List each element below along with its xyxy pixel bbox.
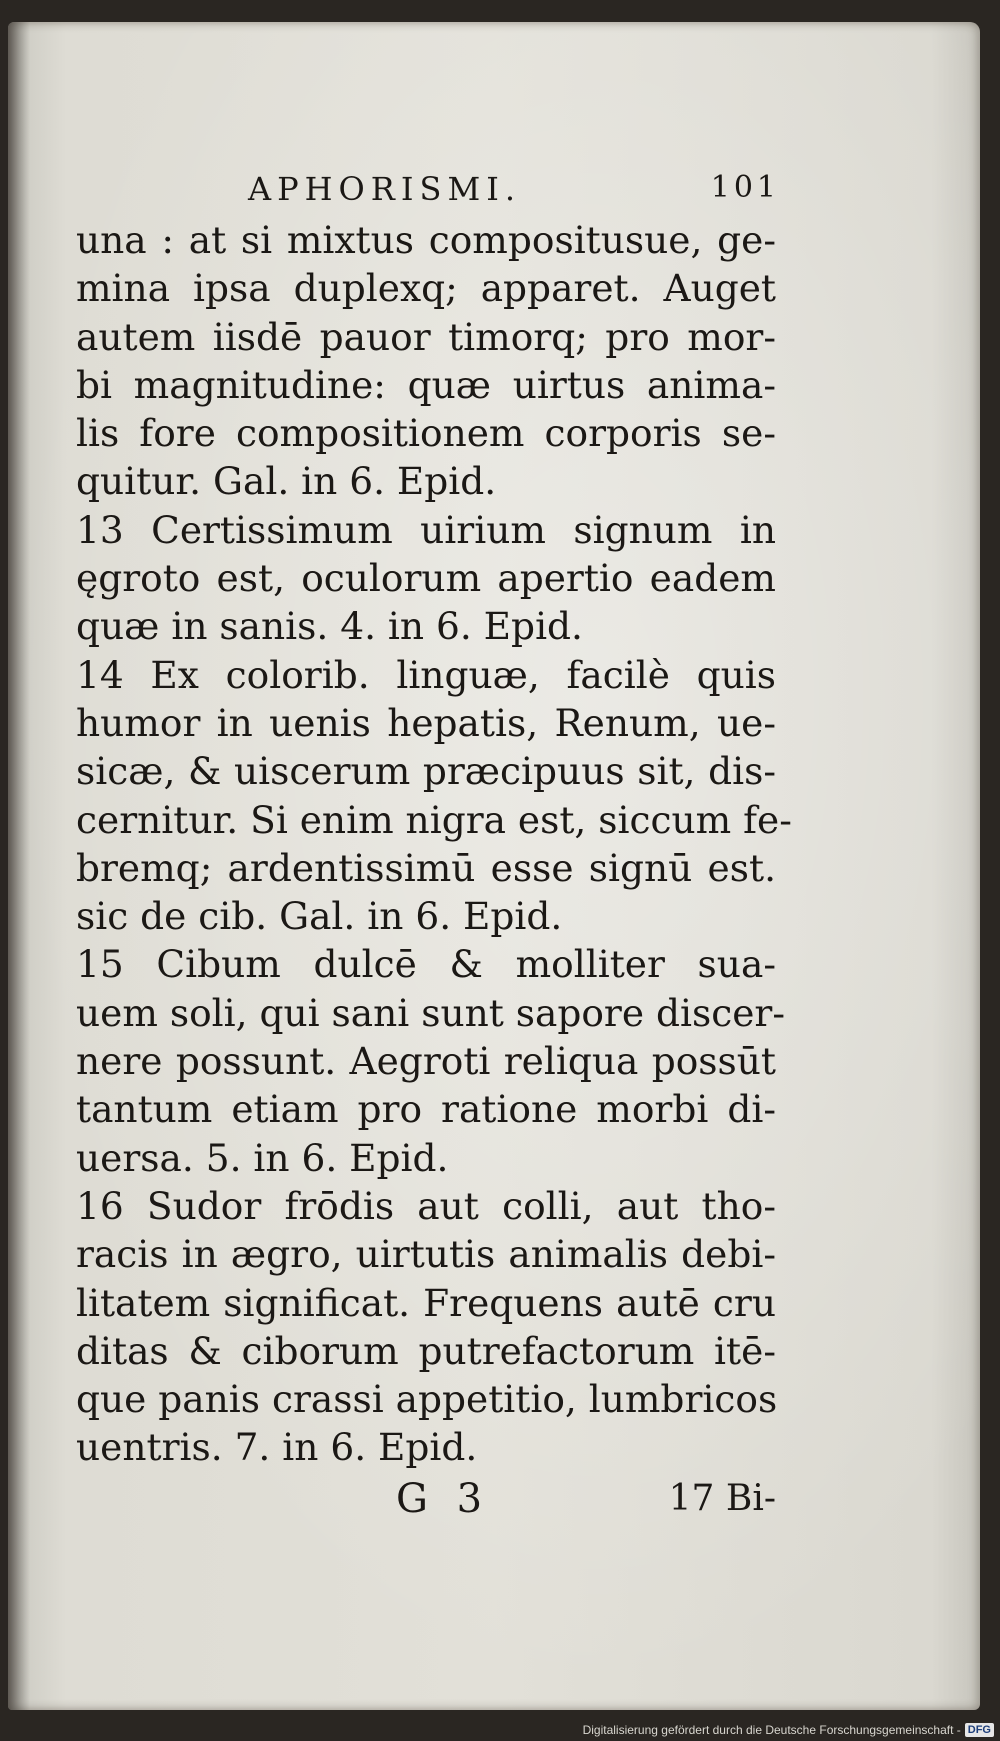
text-line: nere possunt. Aegroti reliqua possūt	[76, 1039, 776, 1084]
text-line: racis in ægro, uirtutis animalis debi-	[76, 1232, 776, 1277]
text-line: uersa. 5. in 6. Epid.	[76, 1135, 449, 1180]
text-line: 16 Sudor frōdis aut colli, aut tho-	[76, 1183, 776, 1228]
running-head	[76, 160, 780, 216]
text-line: litatem significat. Frequens autē cru	[76, 1280, 776, 1325]
text-line: una : at si mixtus compositusue, ge-	[76, 218, 776, 262]
text-line: ęgroto est, oculorum apertio eadem	[76, 556, 776, 601]
text-line: bi magnitudine: quæ uirtus anima-	[76, 362, 776, 407]
dfg-logo: DFG	[965, 1723, 994, 1737]
page-footer	[76, 1472, 776, 1532]
text-line: cernitur. Si enim nigra est, siccum fe-	[76, 797, 792, 842]
text-line: 15 Cibum dulcē & molliter sua-	[76, 942, 776, 987]
text-line: quitur. Gal. in 6. Epid.	[76, 459, 497, 504]
text-line: ditas & ciborum putrefactorum itē-	[76, 1328, 776, 1373]
gutter-shadow	[8, 22, 30, 1710]
text-line: uem soli, qui sani sunt sapore discer-	[76, 990, 786, 1035]
text-line: tantum etiam pro ratione morbi di-	[76, 1087, 776, 1132]
text-line: mina ipsa duplexq; apparet. Auget	[76, 266, 776, 311]
folio-number: 101	[710, 170, 780, 205]
text-line: bremq; ardentissimū esse signū est.	[76, 845, 776, 890]
dfg-credit-text: Digitalisierung gefördert durch die Deutsche Forschungsgemeinschaft -	[582, 1723, 961, 1737]
catchword: 17 Bi-	[668, 1477, 776, 1519]
text-line: autem iisdē pauor timorq; pro mor-	[76, 314, 776, 359]
text-line: que panis crassi appetitio, lumbricos	[76, 1377, 778, 1422]
book-page	[8, 22, 980, 1710]
text-line: sic de cib. Gal. in 6. Epid.	[76, 894, 563, 939]
running-title: APHORISMI.	[248, 170, 522, 208]
signature-mark: G 3	[396, 1475, 491, 1522]
text-line: 14 Ex colorib. linguæ, facilè quis	[76, 652, 776, 697]
text-block	[76, 160, 792, 1532]
text-line: 13 Certissimum uirium signum in	[76, 507, 776, 552]
text-line: uentris. 7. in 6. Epid.	[76, 1425, 478, 1470]
text-line: sicæ, & uiscerum præcipuus sit, dis-	[76, 749, 776, 794]
dfg-credit-bar	[583, 1723, 994, 1737]
text-line: lis fore compositionem corporis se-	[76, 411, 776, 456]
text-line: humor in uenis hepatis, Renum, ue-	[76, 700, 776, 745]
text-line: quæ in sanis. 4. in 6. Epid.	[76, 604, 583, 649]
